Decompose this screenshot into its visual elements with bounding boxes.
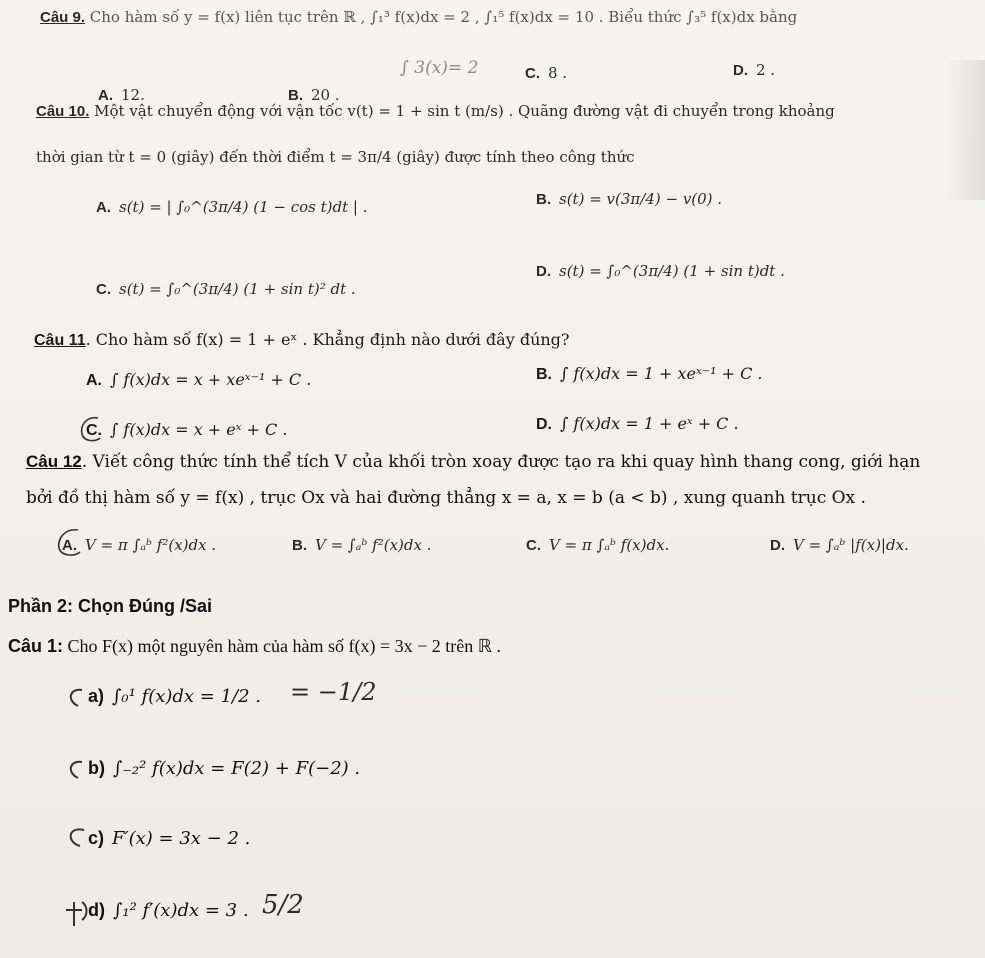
- q9-option-a: A. 12.: [98, 86, 145, 104]
- q9-option-c: C. 8 .: [525, 64, 568, 82]
- question-11-text: . Cho hàm số f(x) = 1 + eˣ . Khẳng định nào dưới đây đúng?: [85, 330, 570, 349]
- q9-option-b: B. 20 .: [288, 86, 340, 104]
- part-2-question-1-text: Cho F(x) một nguyên hàm của hàm số f(x) = 3x − 2 trên ℝ .: [67, 636, 502, 656]
- question-12-line-1: [26, 452, 920, 472]
- q12-option-b: B. V = ∫ₐᵇ f²(x)dx .: [292, 536, 432, 554]
- statement-a-note: = −1/2: [290, 678, 377, 706]
- question-10-label: Câu 10.: [36, 103, 90, 120]
- q10-option-d: D. s(t) = ∫₀^(3π/4) (1 + sin t)dt .: [536, 262, 785, 280]
- q10-option-c: C. s(t) = ∫₀^(3π/4) (1 + sin t)² dt .: [96, 280, 356, 298]
- question-9-label: Câu 9.: [40, 9, 86, 26]
- part-2-question-1-label: Câu 1:: [8, 636, 64, 656]
- q11-option-c: C. ∫ f(x)dx = x + eˣ + C .: [86, 420, 288, 439]
- question-12-label: Câu 12: [26, 452, 82, 471]
- q9-option-d: D. 2 .: [733, 61, 776, 79]
- q11-option-d: D. ∫ f(x)dx = 1 + eˣ + C .: [536, 414, 739, 433]
- handwritten-marks: [60, 680, 90, 940]
- q12-option-c: C. V = π ∫ₐᵇ f(x)dx.: [526, 536, 670, 554]
- statement-d: d) ∫₁² f′(x)dx = 3 .: [88, 900, 249, 921]
- part-2-title: Phần 2: Chọn Đúng /Sai: [8, 596, 213, 616]
- q12-answer-circle: [54, 526, 84, 560]
- q11-option-b: B. ∫ f(x)dx = 1 + xeˣ⁻¹ + C .: [536, 364, 763, 383]
- q12-option-d: D. V = ∫ₐᵇ |f(x)|dx.: [770, 536, 909, 554]
- q10-option-b: B. s(t) = v(3π/4) − v(0) .: [536, 190, 723, 208]
- question-9-text: Cho hàm số y = f(x) liên tục trên ℝ , ∫₁³ f(x)dx = 2 , ∫₁⁵ f(x)dx = 10 . Biểu thức ∫₃⁵ f(x)dx bằng: [89, 8, 798, 26]
- question-12-line-2: bởi đồ thị hàm số y = f(x) , trục Ox và hai đường thẳng x = a, x = b (a < b) , xung quanh trục Ox .: [26, 488, 866, 508]
- question-10-line-2: thời gian từ t = 0 (giây) đến thời điểm t = 3π/4 (giây) được tính theo công thức: [36, 148, 635, 166]
- q12-option-a: A. V = π ∫ₐᵇ f²(x)dx .: [62, 536, 217, 554]
- question-10-text: Một vật chuyển động với vận tốc v(t) = 1 + sin t (m/s) . Quãng đường vật đi chuyển trong khoảng: [94, 102, 835, 120]
- statement-c: c) F′(x) = 3x − 2 .: [88, 828, 251, 849]
- question-11: [34, 330, 570, 350]
- question-11-label: Câu 11: [34, 332, 86, 349]
- statement-d-note: 5/2: [262, 890, 304, 920]
- q9-handwriting: ∫ 3(x)= 2: [400, 58, 479, 78]
- question-9: [40, 8, 797, 26]
- q11-answer-circle: [78, 414, 104, 444]
- q11-option-a: A. ∫ f(x)dx = x + xeˣ⁻¹ + C .: [86, 370, 312, 389]
- part-2-question-1: [8, 636, 501, 657]
- q10-option-a: A. s(t) = | ∫₀^(3π/4) (1 − cos t)dt | .: [96, 198, 368, 216]
- question-12-text: . Viết công thức tính thể tích V của khối tròn xoay được tạo ra khi quay hình thang cong, giới hạn: [81, 452, 921, 472]
- statement-a: a) ∫₀¹ f(x)dx = 1/2 .: [88, 686, 262, 707]
- page-edge-shadow: [945, 60, 985, 200]
- statement-b: b) ∫₋₂² f(x)dx = F(2) + F(−2) .: [88, 758, 361, 779]
- question-10-line-1: [36, 102, 835, 120]
